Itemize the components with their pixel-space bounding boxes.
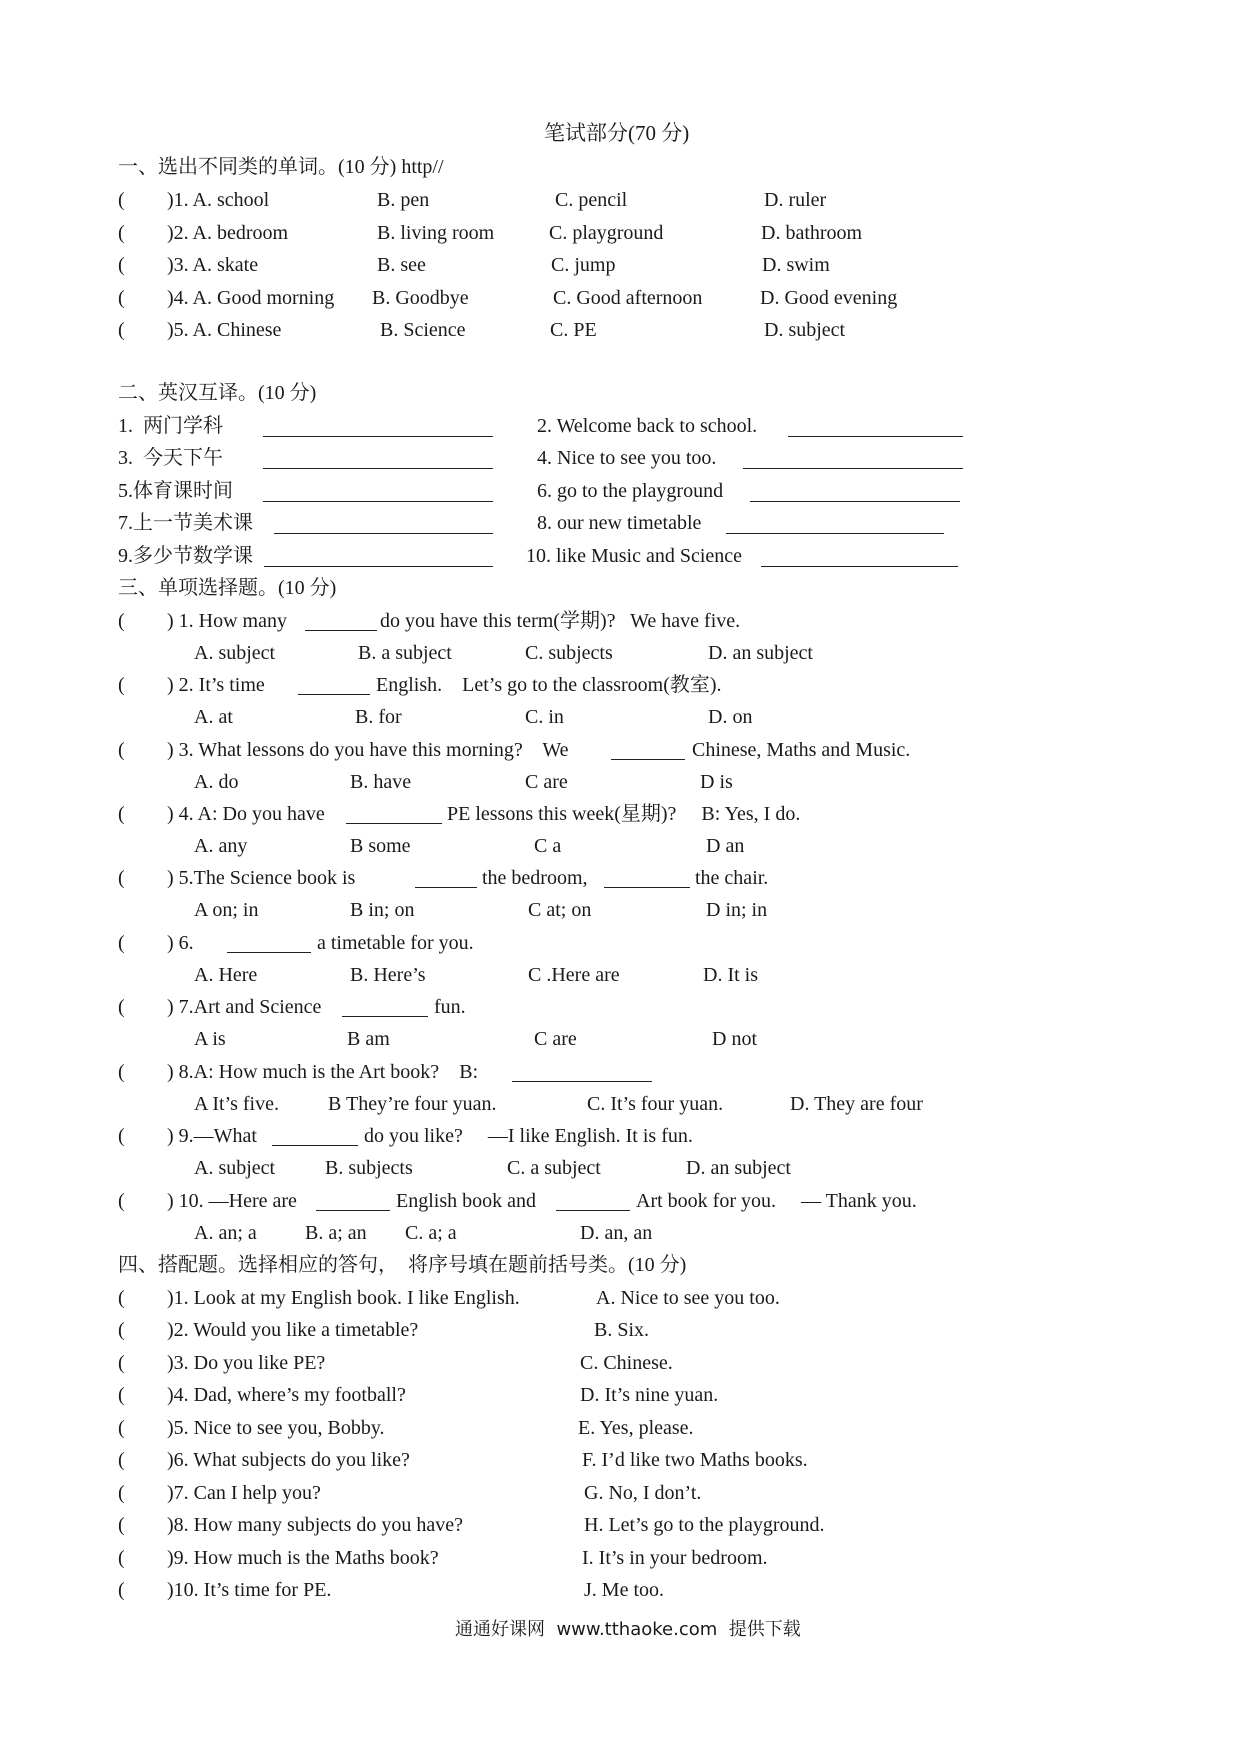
answer-paren: ( bbox=[118, 674, 125, 696]
option-c: C. Good afternoon bbox=[553, 287, 703, 309]
match-answer: I. It’s in your bedroom. bbox=[582, 1547, 768, 1569]
answer-paren: ( bbox=[118, 1190, 125, 1212]
choice-a: A. Here bbox=[194, 964, 258, 986]
match-question: )1. Look at my English book. I like English. bbox=[167, 1287, 520, 1309]
answer-paren: ( bbox=[118, 610, 125, 632]
answer-paren: ( bbox=[118, 189, 125, 211]
section-2-heading: 二、英汉互译。(10 分) bbox=[118, 382, 317, 404]
option-d: D. swim bbox=[762, 254, 830, 276]
match-answer: D. It’s nine yuan. bbox=[580, 1384, 719, 1406]
question-text: ) 3. What lessons do you have this morning? We bbox=[167, 739, 569, 761]
choice-a: A. do bbox=[194, 771, 239, 793]
translate-item: 8. our new timetable bbox=[537, 512, 702, 534]
match-question: )4. Dad, where’s my football? bbox=[167, 1384, 406, 1406]
translate-item: 9.多少节数学课 bbox=[118, 545, 253, 567]
choice-c: C .Here are bbox=[528, 964, 620, 986]
answer-paren: ( bbox=[118, 1352, 125, 1374]
choice-c: C are bbox=[525, 771, 568, 793]
match-question: )6. What subjects do you like? bbox=[167, 1449, 410, 1471]
option-d: D. bathroom bbox=[761, 222, 863, 244]
section-4-heading: 四、搭配题。选择相应的答句， 将序号填在题前括号类。(10 分) bbox=[118, 1254, 687, 1276]
answer-blank[interactable] bbox=[611, 759, 685, 760]
question-text: Art book for you. — Thank you. bbox=[636, 1190, 917, 1212]
choice-b: B. a subject bbox=[358, 642, 452, 664]
match-answer: A. Nice to see you too. bbox=[596, 1287, 780, 1309]
answer-paren: ( bbox=[118, 1449, 125, 1471]
choice-a: A on; in bbox=[194, 899, 259, 921]
answer-blank[interactable] bbox=[264, 566, 493, 567]
choice-a: A. any bbox=[194, 835, 248, 857]
option-b: B. Goodbye bbox=[372, 287, 469, 309]
choice-c: C a bbox=[534, 835, 562, 857]
question-option-a: )3. A. skate bbox=[167, 254, 259, 276]
translate-item: 7.上一节美术课 bbox=[118, 512, 253, 534]
answer-paren: ( bbox=[118, 1547, 125, 1569]
question-text: the bedroom, bbox=[482, 867, 588, 889]
choice-c: C. subjects bbox=[525, 642, 613, 664]
page-title: 笔试部分(70 分) bbox=[544, 121, 690, 145]
answer-blank[interactable] bbox=[750, 501, 960, 502]
choice-b: B. have bbox=[350, 771, 412, 793]
choice-b: B. Here’s bbox=[350, 964, 426, 986]
question-text: ) 5.The Science book is bbox=[167, 867, 356, 889]
choice-d: D. an, an bbox=[580, 1222, 653, 1244]
choice-d: D. an subject bbox=[708, 642, 813, 664]
option-c: C. playground bbox=[549, 222, 664, 244]
answer-paren: ( bbox=[118, 1482, 125, 1504]
answer-paren: ( bbox=[118, 222, 125, 244]
choice-b: B. a; an bbox=[305, 1222, 367, 1244]
answer-paren: ( bbox=[118, 1384, 125, 1406]
answer-paren: ( bbox=[118, 1319, 125, 1341]
answer-blank[interactable] bbox=[272, 1145, 358, 1146]
question-text: Chinese, Maths and Music. bbox=[692, 739, 911, 761]
answer-blank[interactable] bbox=[346, 823, 442, 824]
match-answer: F. I’d like two Maths books. bbox=[582, 1449, 808, 1471]
option-b: B. pen bbox=[377, 189, 430, 211]
question-text: ) 6. bbox=[167, 932, 194, 954]
answer-paren: ( bbox=[118, 803, 125, 825]
answer-paren: ( bbox=[118, 1287, 125, 1309]
answer-blank[interactable] bbox=[274, 533, 493, 534]
answer-blank[interactable] bbox=[415, 887, 477, 888]
choice-d: D an bbox=[706, 835, 745, 857]
choice-d: D in; in bbox=[706, 899, 768, 921]
question-option-a: )1. A. school bbox=[167, 189, 270, 211]
choice-b: B. for bbox=[355, 706, 402, 728]
choice-a: A It’s five. bbox=[194, 1093, 279, 1115]
footer-credit: 通通好课网 www.tthaoke.com 提供下载 bbox=[455, 1619, 801, 1640]
match-answer: H. Let’s go to the playground. bbox=[584, 1514, 825, 1536]
translate-item: 4. Nice to see you too. bbox=[537, 447, 717, 469]
choice-c: C. It’s four yuan. bbox=[587, 1093, 724, 1115]
answer-paren: ( bbox=[118, 867, 125, 889]
option-c: C. PE bbox=[550, 319, 597, 341]
choice-d: D. on bbox=[708, 706, 753, 728]
answer-paren: ( bbox=[118, 1061, 125, 1083]
question-text: a timetable for you. bbox=[317, 932, 474, 954]
option-b: B. Science bbox=[380, 319, 466, 341]
answer-paren: ( bbox=[118, 1514, 125, 1536]
match-answer: B. Six. bbox=[594, 1319, 650, 1341]
answer-blank[interactable] bbox=[298, 694, 370, 695]
choice-c: C are bbox=[534, 1028, 577, 1050]
choice-b: B some bbox=[350, 835, 411, 857]
choice-d: D. an subject bbox=[686, 1157, 791, 1179]
option-c: C. pencil bbox=[555, 189, 628, 211]
question-text: ) 9.—What bbox=[167, 1125, 257, 1147]
option-d: D. subject bbox=[764, 319, 846, 341]
choice-a: A is bbox=[194, 1028, 226, 1050]
answer-paren: ( bbox=[118, 287, 125, 309]
question-text: PE lessons this week(星期)? B: Yes, I do. bbox=[447, 803, 801, 825]
question-text: English book and bbox=[396, 1190, 536, 1212]
match-question: )8. How many subjects do you have? bbox=[167, 1514, 464, 1536]
choice-d: D not bbox=[712, 1028, 757, 1050]
option-d: D. ruler bbox=[764, 189, 827, 211]
question-text: fun. bbox=[434, 996, 466, 1018]
choice-c: C. a subject bbox=[507, 1157, 601, 1179]
question-text: do you like? —I like English. It is fun. bbox=[364, 1125, 693, 1147]
choice-c: C at; on bbox=[528, 899, 592, 921]
choice-a: A. subject bbox=[194, 642, 276, 664]
answer-blank[interactable] bbox=[263, 501, 493, 502]
match-question: )2. Would you like a timetable? bbox=[167, 1319, 419, 1341]
answer-paren: ( bbox=[118, 1417, 125, 1439]
choice-d: D. They are four bbox=[790, 1093, 923, 1115]
question-option-a: )2. A. bedroom bbox=[167, 222, 289, 244]
choice-a: A. an; a bbox=[194, 1222, 257, 1244]
translate-item: 5.体育课时间 bbox=[118, 480, 233, 502]
question-text: ) 7.Art and Science bbox=[167, 996, 322, 1018]
answer-paren: ( bbox=[118, 319, 125, 341]
translate-item: 3. 今天下午 bbox=[118, 447, 223, 469]
answer-blank[interactable] bbox=[726, 533, 944, 534]
option-d: D. Good evening bbox=[760, 287, 898, 309]
question-text: ) 4. A: Do you have bbox=[167, 803, 325, 825]
match-question: )7. Can I help you? bbox=[167, 1482, 321, 1504]
answer-paren: ( bbox=[118, 932, 125, 954]
section-1-heading: 一、选出不同类的单词。(10 分) http// bbox=[118, 156, 444, 178]
question-text: English. Let’s go to the classroom(教室). bbox=[376, 674, 722, 696]
answer-blank[interactable] bbox=[512, 1081, 652, 1082]
answer-blank[interactable] bbox=[604, 887, 690, 888]
choice-d: D is bbox=[700, 771, 733, 793]
choice-c: C. in bbox=[525, 706, 564, 728]
answer-blank[interactable] bbox=[342, 1016, 428, 1017]
answer-blank[interactable] bbox=[263, 436, 493, 437]
match-answer: E. Yes, please. bbox=[578, 1417, 694, 1439]
option-c: C. jump bbox=[551, 254, 616, 276]
translate-item: 2. Welcome back to school. bbox=[537, 415, 758, 437]
answer-blank[interactable] bbox=[227, 952, 311, 953]
question-option-a: )4. A. Good morning bbox=[167, 287, 335, 309]
answer-blank[interactable] bbox=[316, 1210, 390, 1211]
question-text: ) 1. How many bbox=[167, 610, 287, 632]
answer-paren: ( bbox=[118, 254, 125, 276]
match-answer: J. Me too. bbox=[584, 1579, 664, 1601]
question-option-a: )5. A. Chinese bbox=[167, 319, 282, 341]
question-text: ) 2. It’s time bbox=[167, 674, 265, 696]
answer-paren: ( bbox=[118, 1579, 125, 1601]
answer-blank[interactable] bbox=[263, 468, 493, 469]
choice-d: D. It is bbox=[703, 964, 758, 986]
choice-a: A. subject bbox=[194, 1157, 276, 1179]
match-question: )9. How much is the Maths book? bbox=[167, 1547, 439, 1569]
answer-paren: ( bbox=[118, 996, 125, 1018]
choice-b: B am bbox=[347, 1028, 390, 1050]
translate-item: 1. 两门学科 bbox=[118, 415, 223, 437]
question-text: ) 10. —Here are bbox=[167, 1190, 297, 1212]
option-b: B. living room bbox=[377, 222, 495, 244]
option-b: B. see bbox=[377, 254, 426, 276]
choice-b: B in; on bbox=[350, 899, 415, 921]
answer-paren: ( bbox=[118, 1125, 125, 1147]
match-question: )3. Do you like PE? bbox=[167, 1352, 326, 1374]
answer-blank[interactable] bbox=[788, 436, 963, 437]
section-3-heading: 三、单项选择题。(10 分) bbox=[118, 577, 337, 599]
question-text: ) 8.A: How much is the Art book? B: bbox=[167, 1061, 479, 1083]
answer-blank[interactable] bbox=[556, 1210, 630, 1211]
match-answer: C. Chinese. bbox=[580, 1352, 673, 1374]
match-question: )10. It’s time for PE. bbox=[167, 1579, 332, 1601]
question-text: do you have this term(学期)? We have five. bbox=[380, 610, 741, 632]
translate-item: 6. go to the playground bbox=[537, 480, 724, 502]
choice-b: B. subjects bbox=[325, 1157, 413, 1179]
answer-paren: ( bbox=[118, 739, 125, 761]
answer-blank[interactable] bbox=[761, 566, 958, 567]
choice-c: C. a; a bbox=[405, 1222, 457, 1244]
answer-blank[interactable] bbox=[305, 630, 377, 631]
choice-a: A. at bbox=[194, 706, 233, 728]
question-text: the chair. bbox=[695, 867, 769, 889]
match-answer: G. No, I don’t. bbox=[584, 1482, 702, 1504]
translate-item: 10. like Music and Science bbox=[526, 545, 743, 567]
match-question: )5. Nice to see you, Bobby. bbox=[167, 1417, 385, 1439]
answer-blank[interactable] bbox=[743, 468, 963, 469]
choice-b: B They’re four yuan. bbox=[328, 1093, 497, 1115]
